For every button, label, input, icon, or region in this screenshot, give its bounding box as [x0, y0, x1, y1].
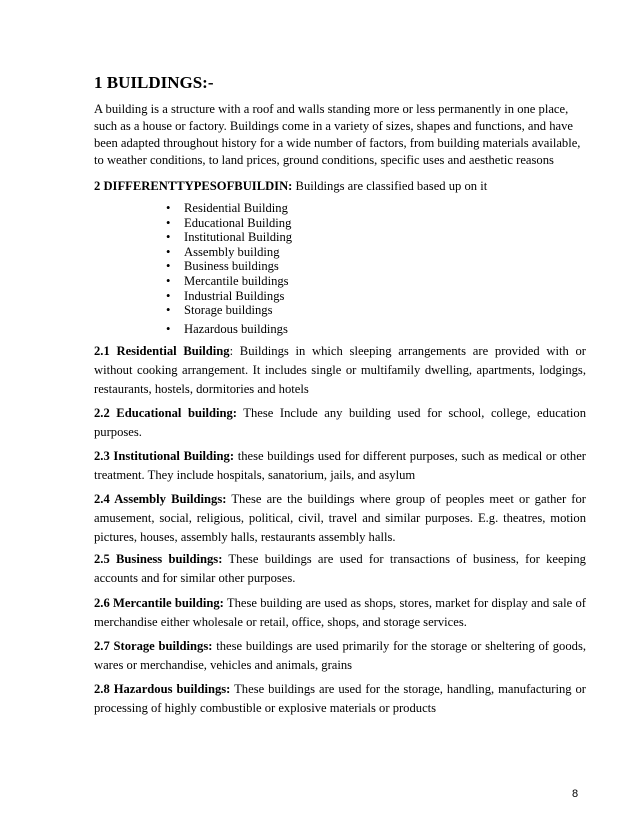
bullet-icon: • [166, 321, 171, 336]
section2-text: Buildings are classified based up on it [292, 179, 488, 193]
definition-institutional [94, 447, 586, 485]
definition-separator: : [229, 344, 234, 358]
definition-title: 2.4 Assembly Buildings: [94, 492, 227, 506]
list-item-label: Industrial Buildings [184, 288, 285, 303]
definition-title: 2.7 Storage buildings: [94, 639, 213, 653]
list-item [166, 245, 292, 260]
list-item [166, 322, 292, 337]
list-item-label: Educational Building [184, 215, 292, 230]
definition-residential [94, 342, 586, 399]
definition-text: These are the buildings where group of peoples meet or gather for amusement, social, religious, political, civil, travel and similar purposes. E.g. theatres, motion pictures, houses, assembly halls, restaurants assembly halls. [94, 492, 586, 544]
definition-business [94, 550, 586, 588]
list-item-label: Assembly building [184, 244, 280, 259]
list-item-label: Hazardous buildings [184, 321, 288, 336]
list-item [166, 201, 292, 216]
definition-educational [94, 404, 586, 442]
definition-title: 2.6 Mercantile building: [94, 596, 224, 610]
list-item [166, 216, 292, 231]
definition-text: these buildings used for different purposes, such as medical or other treatment. They include hospitals, sanatorium, jails, and asylum [94, 449, 586, 482]
list-item-label: Storage buildings [184, 303, 273, 318]
list-item-label: Residential Building [184, 201, 288, 215]
definition-title: 2.2 Educational building: [94, 406, 237, 420]
definition-hazardous [94, 680, 586, 718]
list-item [166, 259, 292, 274]
definition-text: These buildings are used for the storage, handling, manufacturing or processing of highly combustible or explosive materials or products [94, 682, 587, 715]
section-heading-buildings: 1 BUILDINGS:- [94, 73, 214, 92]
definition-storage [94, 637, 586, 675]
list-item-label: Mercantile buildings [184, 273, 289, 288]
definition-text: These building are used as shops, stores, market for display and sale of merchandise either wholesale or retail, office, shops, and storage services. [94, 596, 586, 629]
definition-mercantile [94, 594, 586, 632]
bullet-icon: • [166, 273, 171, 288]
intro-paragraph: A building is a structure with a roof and walls standing more or less permanently in one place, such as a house or factory. Buildings come in a variety of sizes, shapes and functions, and have been adapted throughout history for a wide number of factors, from building materials available, to weather conditions, to land prices, ground conditions, specific uses and aesthetic reasons [94, 102, 581, 167]
definition-text: These Include any building used for school, college, education purposes. [94, 406, 586, 439]
section2-title: 2 DIFFERENTTYPESOFBUILDIN: [94, 179, 293, 193]
list-item-label: Institutional Building [184, 230, 293, 245]
definition-title: 2.8 Hazardous buildings: [94, 682, 231, 696]
list-item [166, 303, 292, 318]
list-item [166, 274, 292, 289]
list-item [166, 289, 292, 304]
bullet-icon: • [166, 303, 171, 318]
definition-text: these buildings are used primarily for the storage or sheltering of goods, wares or merchandise, vehicles and animals, grains [94, 639, 586, 672]
bullet-icon: • [166, 259, 171, 274]
list-item-label: Business buildings [184, 259, 279, 274]
bullet-icon: • [166, 244, 171, 259]
definition-assembly [94, 490, 586, 547]
bullet-icon: • [166, 201, 171, 215]
bullet-icon: • [166, 215, 171, 230]
page-number: 8 [572, 788, 579, 800]
definition-title: 2.3 Institutional Building: [94, 449, 235, 463]
section2-paragraph [94, 178, 586, 195]
definition-title: 2.5 Business buildings: [94, 552, 223, 566]
bullet-icon: • [166, 288, 171, 303]
definition-title: 2.1 Residential Building [94, 344, 230, 358]
definition-text: These buildings are used for transactions of business, for keeping accounts and for similar other purposes. [94, 552, 586, 585]
definition-text: Buildings in which sleeping arrangements are provided with or without cooking arrangement. It includes single or multifamily dwelling, apartments, lodgings, restaurants, hostels, dormitories and hotels [94, 344, 586, 396]
bullet-icon: • [166, 230, 171, 245]
building-types-list [166, 201, 292, 336]
list-item [166, 230, 292, 245]
